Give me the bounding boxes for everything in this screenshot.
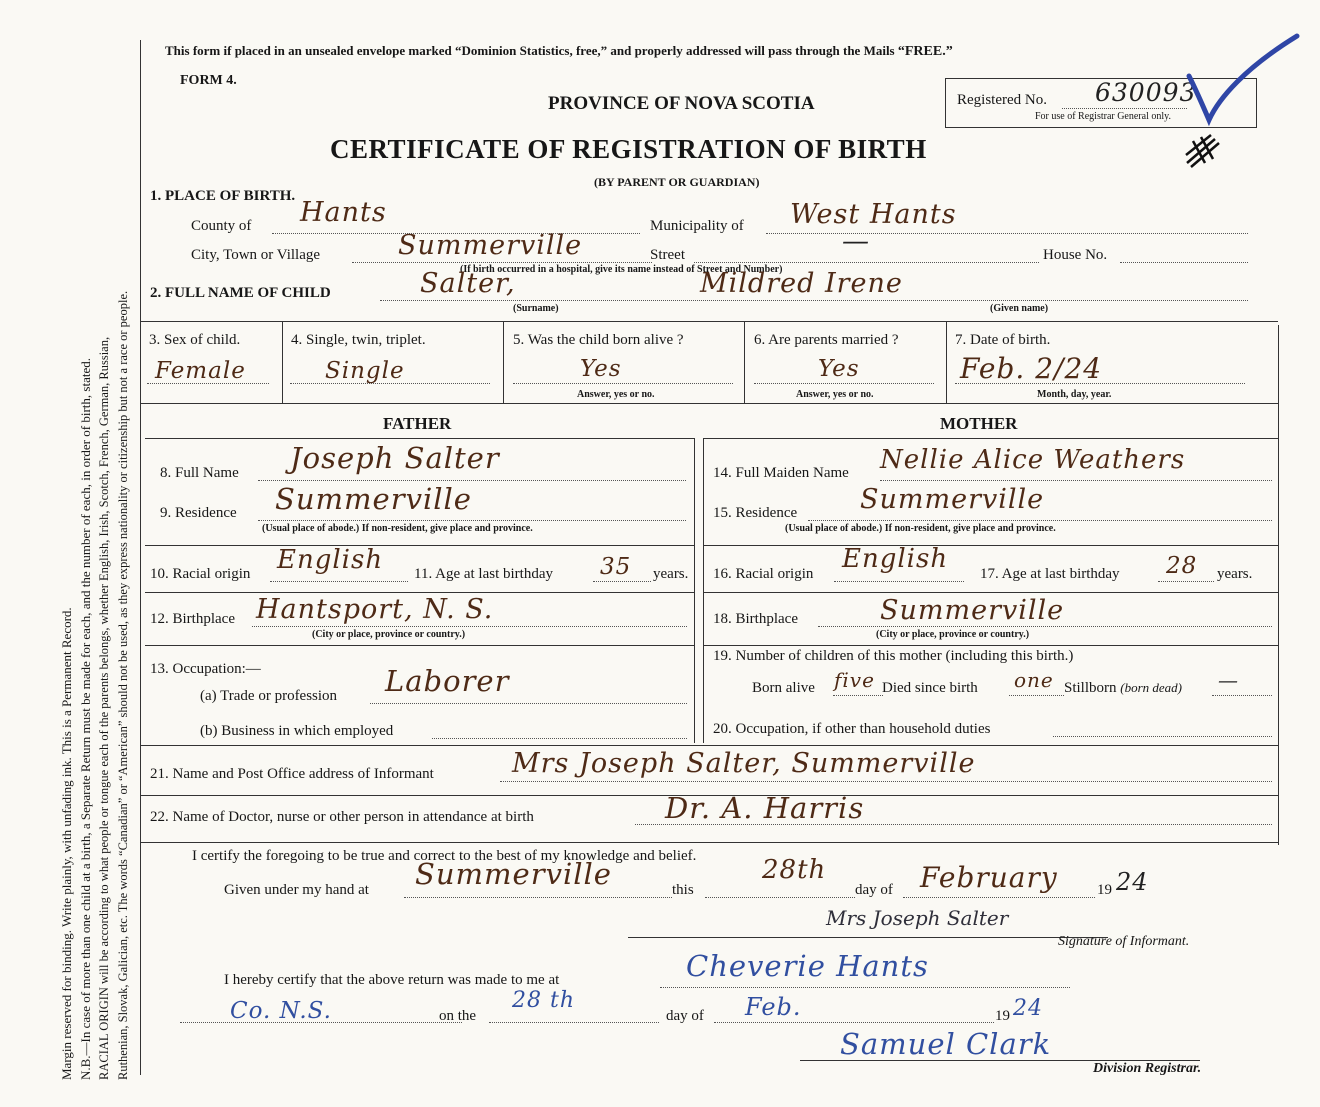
father-residence-caption: (Usual place of abode.) If non-resident, give place and province. [262, 523, 533, 534]
father-name-line [258, 480, 686, 481]
given-day-value: 28th [762, 855, 827, 885]
informant-label: 21. Name and Post Office address of Informant [150, 766, 434, 782]
certificate-title: CERTIFICATE OF REGISTRATION OF BIRTH [330, 134, 927, 164]
province-title: PROVINCE OF NOVA SCOTIA [548, 93, 815, 114]
divider-informant [140, 745, 1278, 746]
city-label: City, Town or Village [191, 247, 321, 263]
father-residence-line [258, 520, 686, 521]
child-name-line [380, 300, 1248, 301]
divider-certification [140, 842, 1278, 843]
divider-parents [140, 403, 1278, 404]
mother-residence-line [808, 520, 1272, 521]
trade-label: (a) Trade or profession [200, 688, 338, 704]
dob-value: Feb. 2/24 [960, 352, 1103, 385]
blue-check-mark-icon [1185, 28, 1305, 128]
father-racial-value: English [277, 545, 384, 575]
sex-label: 3. Sex of child. [149, 332, 241, 348]
father-birthplace-line [252, 626, 687, 627]
mother-heading-line [704, 438, 1278, 439]
mother-heading: MOTHER [940, 414, 1018, 433]
registrar-month-line [714, 1022, 994, 1023]
place-of-birth-label: 1. PLACE OF BIRTH. [150, 188, 296, 204]
father-racial-label: 10. Racial origin [150, 566, 251, 582]
nb-note: N.B.—In case of more than one child at a birth, a Separate Return must be made for each, and the number of each, in order of birth, stated. [78, 358, 93, 1080]
right-frame-line [1278, 325, 1279, 845]
mother-racial-label: 16. Racial origin [713, 566, 814, 582]
given-place-value: Summerville [415, 857, 612, 891]
on-the-label: on the [439, 1008, 477, 1024]
father-row-line-2 [145, 592, 695, 593]
plurality-value: Single [325, 358, 405, 384]
father-name-value: Joseph Salter [290, 441, 500, 475]
parents-married-line [754, 383, 934, 384]
father-age-line [593, 581, 651, 582]
municipality-value: West Hants [790, 199, 957, 230]
born-alive-caption: Answer, yes or no. [577, 389, 655, 400]
mother-age-label: 17. Age at last birthday [980, 566, 1120, 582]
parents-divider-b [703, 438, 704, 743]
registrar-place: Cheverie Hants [686, 949, 929, 983]
registrar-caption: Division Registrar. [1093, 1061, 1202, 1076]
given-month-line [903, 897, 1095, 898]
father-name-label: 8. Full Name [160, 465, 239, 481]
street-label: Street [650, 247, 685, 263]
stillborn-note: (born dead) [1120, 680, 1183, 695]
father-row-line-3 [145, 645, 695, 646]
died-since-birth-label: Died since birth [882, 680, 978, 696]
informant-line [500, 781, 1272, 782]
trade-value: Laborer [385, 664, 510, 698]
mother-racial-line [834, 581, 964, 582]
registrar-year-prefix: 19 [995, 1008, 1010, 1024]
mother-birthplace-label: 18. Birthplace [713, 611, 798, 627]
mother-residence-caption: (Usual place of abode.) If non-resident, give place and province. [785, 523, 1056, 534]
this-label: this [672, 882, 694, 898]
registrar-day-line [489, 1022, 659, 1023]
surname-caption: (Surname) [513, 303, 559, 314]
registration-note: For use of Registrar General only. [1035, 111, 1171, 122]
signature-caption: Signature of Informant. [1058, 934, 1190, 949]
registrar-place-2: Co. N.S. [230, 998, 332, 1024]
died-since-birth-line [1009, 695, 1064, 696]
occupation-label: 13. Occupation:— [150, 661, 261, 677]
house-label: House No. [1043, 247, 1108, 263]
father-birthplace-caption: (City or place, province or country.) [312, 629, 466, 640]
children-count-label: 19. Number of children of this mother (including this birth.) [713, 648, 1074, 664]
father-age-label: 11. Age at last birthday [414, 566, 553, 582]
mother-racial-value: English [842, 544, 949, 574]
col-divider-4 [946, 321, 947, 403]
plurality-label: 4. Single, twin, triplet. [291, 332, 426, 348]
business-line [432, 738, 687, 739]
mail-notice-free: “FREE.” [897, 44, 953, 59]
mother-age-line [1158, 581, 1214, 582]
registrar-statement: I hereby certify that the above return was made to me at [224, 972, 560, 988]
municipality-line [766, 233, 1248, 234]
child-name-label: 2. FULL NAME OF CHILD [150, 285, 331, 301]
given-place-line [404, 897, 672, 898]
city-value: Summerville [398, 230, 583, 261]
mother-row-line-3 [704, 645, 1278, 646]
parents-married-label: 6. Are parents married ? [754, 332, 899, 348]
father-birthplace-value: Hantsport, N. S. [256, 594, 494, 625]
registrar-place-line [660, 987, 1070, 988]
informant-signature: Mrs Joseph Salter [826, 906, 1009, 930]
given-day-of-label: day of [855, 882, 893, 898]
col-divider-3 [744, 321, 745, 403]
form-number: FORM 4. [180, 73, 237, 88]
father-racial-line [270, 581, 408, 582]
street-value: — [842, 226, 870, 257]
registration-label: Registered No. [957, 92, 1047, 108]
col-divider-1 [282, 321, 283, 403]
stillborn-line [1212, 695, 1272, 696]
divider-top [140, 321, 1278, 322]
stillborn-value: — [1218, 668, 1239, 692]
mother-residence-label: 15. Residence [713, 505, 798, 521]
given-year-prefix: 19 [1097, 882, 1112, 898]
father-heading: FATHER [383, 414, 452, 433]
business-label: (b) Business in which employed [200, 723, 394, 739]
house-line [1120, 262, 1248, 263]
father-age-value: 35 [600, 554, 632, 580]
born-alive-value: Yes [580, 356, 622, 382]
registrar-signature: Samuel Clark [840, 1027, 1052, 1061]
city-line [352, 262, 652, 263]
born-alive-count-line [833, 695, 883, 696]
county-value: Hants [300, 197, 387, 228]
attendant-value: Dr. A. Harris [665, 791, 865, 825]
certificate-subtitle: (BY PARENT OR GUARDIAN) [594, 175, 760, 189]
stillborn-label-text: Stillborn [1064, 680, 1117, 696]
attendant-label: 22. Name of Doctor, nurse or other person in attendance at birth [150, 809, 534, 825]
father-row-line-1 [145, 545, 695, 546]
mother-age-value: 28 [1166, 553, 1198, 579]
father-heading-line [145, 438, 695, 439]
mother-residence-value: Summerville [860, 484, 1045, 515]
born-alive-line [513, 383, 733, 384]
father-residence-value: Summerville [275, 482, 472, 516]
parents-divider-a [694, 438, 695, 743]
racial-origin-note-2: Ruthenian, Slovak, Galician, etc. The words “Canadian” or “American” should not be used, as they express nationality or citizenship but not a race or people. [116, 290, 130, 1080]
mother-name-label: 14. Full Maiden Name [713, 465, 849, 481]
mother-years-label: years. [1217, 566, 1253, 582]
mother-birthplace-value: Summerville [880, 595, 1065, 626]
mother-name-line [880, 480, 1272, 481]
registration-line [1062, 108, 1187, 109]
mother-birthplace-line [818, 626, 1272, 627]
mail-notice [165, 44, 953, 59]
given-year-value: 24 [1116, 868, 1149, 896]
registrar-place-2-line [180, 1022, 462, 1023]
dob-label: 7. Date of birth. [955, 332, 1051, 348]
dob-caption: Month, day, year. [1037, 389, 1112, 400]
born-alive-count: five [834, 668, 875, 692]
child-given-name: Mildred Irene [700, 268, 903, 299]
born-alive-count-label: Born alive [752, 680, 815, 696]
mother-occupation-line [1053, 736, 1272, 737]
mail-notice-text: This form if placed in an unsealed envelope marked “Dominion Statistics, free,” and properly addressed will pass through the Mails [165, 43, 898, 58]
parents-married-caption: Answer, yes or no. [796, 389, 874, 400]
signature-line [628, 937, 1108, 938]
born-alive-label: 5. Was the child born alive ? [513, 332, 684, 348]
father-birthplace-label: 12. Birthplace [150, 611, 235, 627]
trade-line [370, 703, 687, 704]
died-since-birth-count: one [1014, 668, 1054, 692]
mother-row-line-1 [704, 545, 1278, 546]
street-line [694, 262, 1039, 263]
mother-occupation-label: 20. Occupation, if other than household duties [713, 721, 991, 737]
stamp-mark-icon [1183, 133, 1223, 171]
registrar-year: 24 [1013, 996, 1043, 1021]
stillborn-label [1064, 681, 1182, 696]
mother-name-value: Nellie Alice Weathers [880, 445, 1186, 475]
father-years-label: years. [653, 566, 689, 582]
parents-married-value: Yes [818, 356, 860, 382]
registrar-day-of-label: day of [666, 1008, 704, 1024]
municipality-label: Municipality of [650, 218, 744, 234]
mother-birthplace-caption: (City or place, province or country.) [876, 629, 1030, 640]
given-name-caption: (Given name) [990, 303, 1049, 314]
county-label: County of [191, 218, 252, 234]
certify-statement: I certify the foregoing to be true and correct to the best of my knowledge and belief. [192, 848, 697, 864]
registrar-day: 28 th [512, 988, 575, 1013]
left-frame-line [140, 40, 141, 1075]
child-surname: Salter, [420, 268, 516, 299]
hospital-note: (If birth occurred in a hospital, give its name instead of Street and Number) [460, 264, 783, 275]
col-divider-2 [503, 321, 504, 403]
registration-number: 630093 [1095, 78, 1197, 107]
given-month-value: February [920, 861, 1058, 894]
mother-row-line-2 [704, 592, 1278, 593]
given-under-label: Given under my hand at [224, 882, 369, 898]
racial-origin-note-1: RACIAL ORIGIN will be according to what people or tongue each of the parents belongs, whether English, Irish, Scotch, French, German, Russian, [97, 336, 111, 1080]
sex-value: Female [155, 358, 246, 384]
father-residence-label: 9. Residence [160, 505, 237, 521]
given-day-line [705, 897, 855, 898]
margin-note: Margin reserved for binding. Write plainly, with unfading ink. This is a Permanent Record. [59, 607, 74, 1080]
registrar-month: Feb. [745, 993, 802, 1021]
informant-value: Mrs Joseph Salter, Summerville [512, 748, 976, 779]
